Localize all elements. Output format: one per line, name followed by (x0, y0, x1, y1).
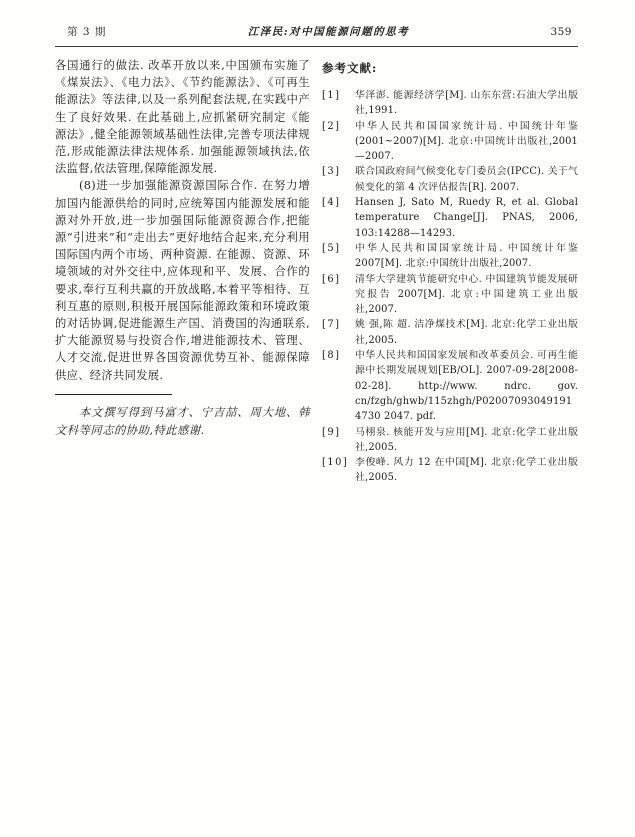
reference-text: 中华人民共和国国家统计局. 中国统计年鉴 2007[M]. 北京:中国统计出版社,2007. (355, 242, 578, 270)
reference-number: [6] (322, 273, 341, 285)
reference-item-6 (322, 272, 578, 318)
reference-number: [5] (322, 242, 341, 254)
reference-text: 中华人民共和国国家统计局. 中国统计年鉴(2001~2007)[M]. 北京:中国统计出版社,2001—2007. (355, 120, 578, 163)
reference-number: [9] (322, 426, 341, 438)
reference-item-7 (322, 317, 578, 348)
reference-text: 华泽澎. 能源经济学[M]. 山东东营:石油大学出版社,1991. (355, 90, 578, 117)
left-column (55, 57, 310, 486)
page-number: 359 (550, 26, 572, 38)
reference-text: 中华人民共和国国家发展和改革委员会. 可再生能源中长期发展规划[EB/OL]. 2007-09-28[2008-02-28]. http://www. ndrc. gov. cn/fzgh/ghwb/115zhgh/P020070930491914730 2047. pdf. (355, 350, 578, 423)
issue-label: 第 3 期 (67, 26, 107, 38)
reference-text: 联合国政府间气候变化专门委员会(IPCC). 关于气候变化的第 4 次评估报告[R]. 2007. (355, 166, 578, 193)
body-paragraph-continuation: 各国通行的做法. 改革开放以来,中国颁布实施了《煤炭法》、《电力法》、《节约能源法》、《可再生能源法》等法律,以及一系列配套法规,在实践中产生了良好效果. 在此基础上,应抓紧研究制定《能源法》,健全能源领域基础性法律,完善专项法律规范,形成能源法律法规体系. 加强能源领域执法,依法监督,依法管理,保障能源发展. (55, 59, 310, 176)
references-list (322, 88, 578, 486)
footnote-divider (55, 394, 172, 395)
running-title: 江泽民:对中国能源问题的思考 (247, 26, 410, 38)
reference-item-2 (322, 119, 578, 165)
reference-number: [3] (322, 166, 341, 178)
reference-item-10 (322, 455, 578, 486)
reference-item-1 (322, 88, 578, 119)
reference-text: Hansen J, Sato M, Ruedy R, et al. Global temperature Change[J]. PNAS, 2006, 103:14288—14293. (355, 197, 578, 239)
reference-text: 姚 强,陈 超. 洁净煤技术[M]. 北京:化学工业出版社,2005. (355, 319, 578, 346)
reference-item-4 (322, 195, 578, 241)
reference-text: 马栩泉. 核能开发与应用[M]. 北京:化学工业出版社,2005. (355, 426, 578, 453)
right-column (322, 57, 578, 486)
two-column-body (55, 57, 578, 486)
page-header (55, 24, 578, 47)
reference-number: [10] (322, 457, 349, 469)
body-paragraph-point-8: (8)进一步加强能源资源国际合作. 在努力增加国内能源供给的同时,应统筹国内能源发展和能源对外开放,进一步加强国际能源资源合作,把能源“引进来”和“走出去”更好地结合起来,充分利用国际国内两个市场、两种资源. 在能源、资源、环境领域的对外交往中,应体现和平、发展、合作的要求,奉行互利共赢的开放战略,本着平等相待、互利互惠的原则,积极开展国际能源政策和环境政策的对话协调,促进能源生产国、消费国的沟通联系,扩大能源贸易与投资合作,增进能源技术、管理、人才交流,促进世界各国资源优势互补、能源保障供应、经济共同发展. (55, 179, 310, 382)
reference-item-3 (322, 164, 578, 195)
reference-item-9 (322, 425, 578, 456)
reference-text: 清华大学建筑节能研究中心. 中国建筑节能发展研究报告 2007[M]. 北京:中国建筑工业出版社,2007. (355, 273, 578, 316)
reference-number: [2] (322, 120, 341, 132)
reference-number: [1] (322, 90, 341, 101)
reference-text: 李俊峰. 风力 12 在中国[M]. 北京:化学工业出版社,2005. (355, 457, 578, 484)
reference-number: [4] (322, 197, 341, 209)
reference-item-8 (322, 348, 578, 424)
reference-number: [7] (322, 319, 341, 331)
reference-item-5 (322, 241, 578, 272)
reference-number: [8] (322, 350, 341, 362)
acknowledgment-note: 本文撰写得到马富才、宁吉喆、周大地、韩文科等同志的协助,特此感谢. (55, 405, 310, 438)
references-heading: 参考文献: (322, 61, 378, 75)
